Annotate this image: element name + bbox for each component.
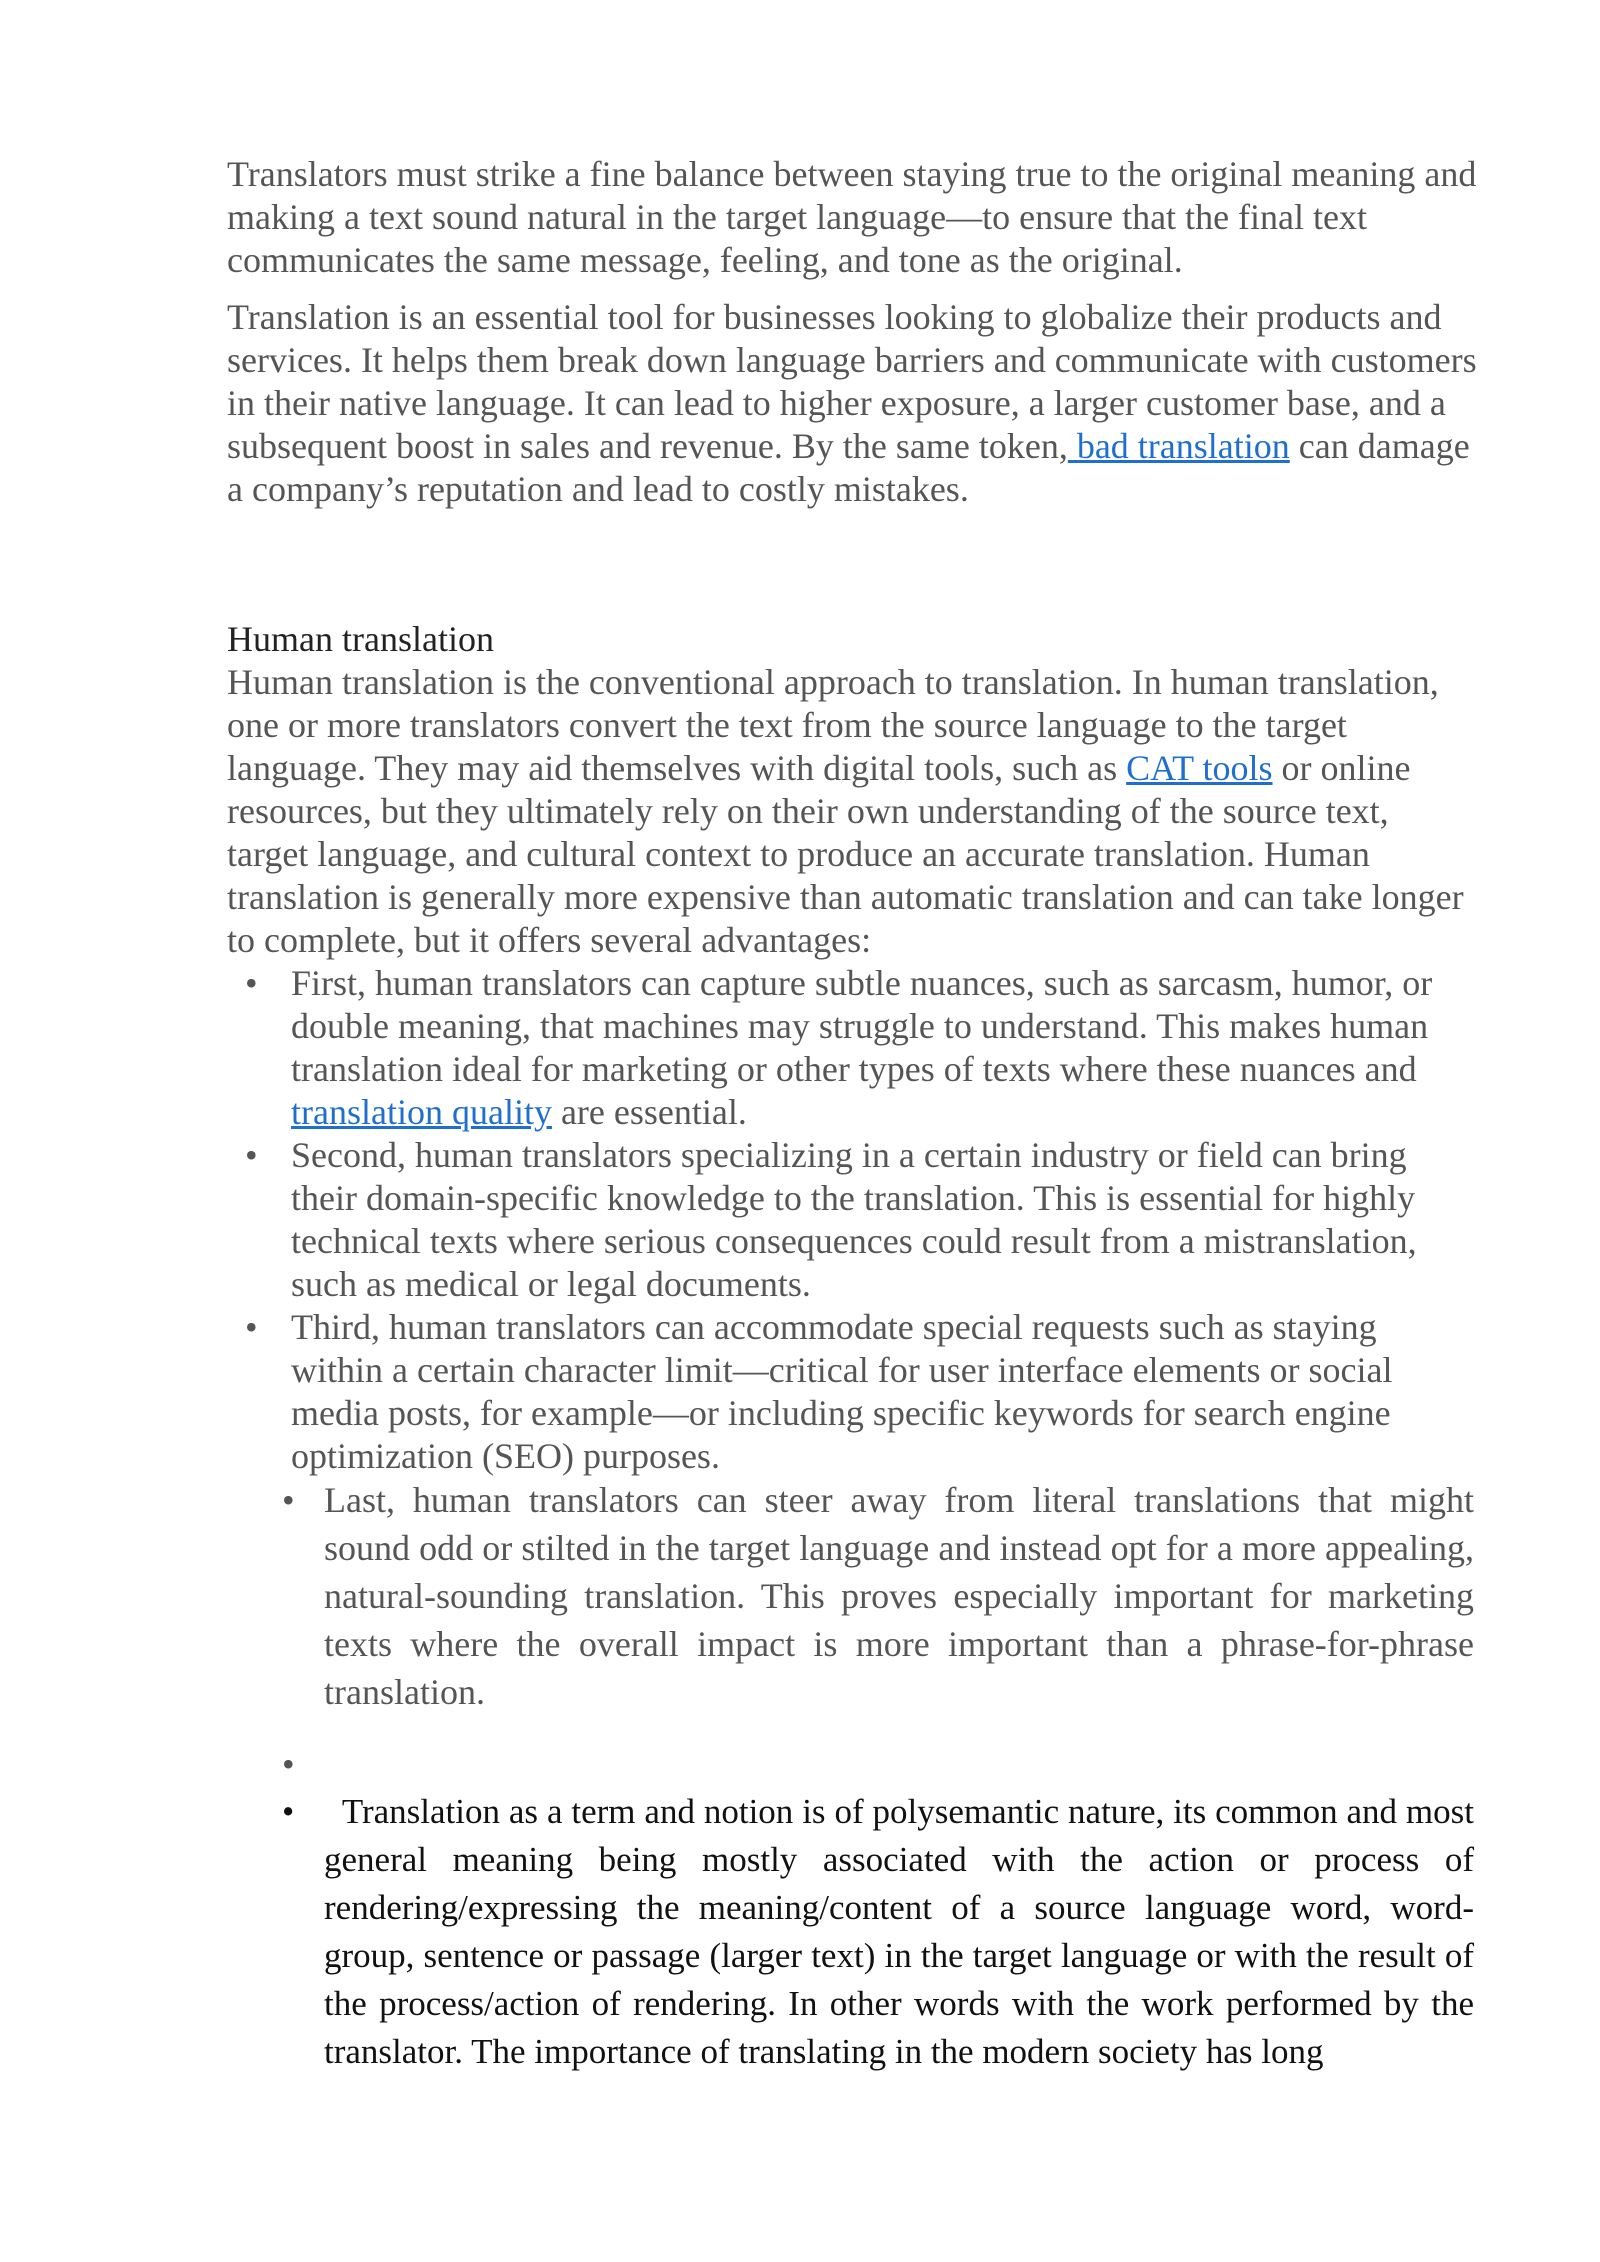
list-item-second — [227, 1134, 1477, 1306]
list-item-last-text: Last, human translators can steer away from literal translations that might sound odd or stilted in the target language and instead opt for a more appealing, natural-sounding translation. This proves especially important for marketing texts where the overall impact is more important than a phrase-for-phrase translation. — [324, 1480, 1474, 1712]
secondary-list — [264, 1476, 1483, 2076]
list-item-first — [227, 962, 1477, 1134]
list-item-second-text: Second, human translators specializing in a certain industry or field can bring their domain-specific knowledge to the translation. This is essential for highly technical texts where serious consequences could result from a mistranslation, such as medical or legal documents. — [291, 1135, 1417, 1304]
bullet-icon: • — [282, 1744, 295, 1784]
advantages-list — [227, 962, 1477, 1478]
translation-quality-link[interactable]: translation quality — [291, 1092, 552, 1132]
cat-tools-link[interactable]: CAT tools — [1126, 748, 1273, 788]
list-item-first-text-before: First, human translators can capture subtle nuances, such as sarcasm, humor, or double meaning, that machines may struggle to understand. This makes human translation ideal for marketing or other types of texts where these nuances and — [291, 963, 1433, 1089]
bullet-icon: • — [282, 1480, 295, 1520]
list-item-first-text-after: are essential. — [551, 1092, 747, 1132]
paragraph-business — [227, 296, 1477, 511]
section-heading-human-translation: Human translation — [227, 619, 494, 659]
list-item-last — [264, 1476, 1474, 1716]
paragraph-intro: Translators must strike a fine balance between staying true to the original meaning and making a text sound natural in the target language—to ensure that the final text communicates the same message, feeling, and tone as the original. — [227, 154, 1477, 280]
paragraph-business-text-after: can damage a company’s reputation and lead to costly mistakes. — [227, 426, 1470, 509]
paragraph-human-translation — [227, 661, 1477, 962]
list-item-third — [227, 1306, 1477, 1478]
paragraph-business-text-before: Translation is an essential tool for businesses looking to globalize their products and services. It helps them break down language barriers and communicate with customers in their native language. It can lead to higher exposure, a larger customer base, and a subsequent boost in sales and revenue. By the same token, — [227, 297, 1477, 466]
bad-translation-link[interactable]: bad translation — [1067, 426, 1290, 466]
list-item-third-text: Third, human translators can accommodate special requests such as staying within a certain character limit—critical for user interface elements or social media posts, for example—or including specific keywords for search engine optimization (SEO) purposes. — [291, 1307, 1393, 1476]
paragraph-human-text-after: or online resources, but they ultimately rely on their own understanding of the source text, target language, and cultural context to produce an accurate translation. Human translation is generally more expensive than automatic translation and can take longer to complete, but it offers several advantages: — [227, 748, 1464, 960]
list-item-translation-definition — [264, 1788, 1483, 2076]
bullet-icon: • — [245, 963, 258, 1003]
bullet-icon: • — [245, 1307, 258, 1347]
paragraph-human-text-before: Human translation is the conventional approach to translation. In human translation, one or more translators convert the text from the source language to the target language. They may aid themselves with digital tools, such as — [227, 662, 1439, 788]
bullet-icon: • — [282, 1792, 295, 1831]
list-item-empty — [264, 1740, 1474, 1788]
list-item-translation-definition-text: Translation as a term and notion is of polysemantic nature, its common and most general meaning being mostly associated with the action or process of rendering/expressing the meaning/content of a source language word, word-group, sentence or passage (larger text) in the target language or with the result of the process/action of rendering. In other words with the work performed by the translator. The importance of translating in the modern society has long — [324, 1792, 1483, 2071]
bullet-icon: • — [245, 1135, 258, 1175]
